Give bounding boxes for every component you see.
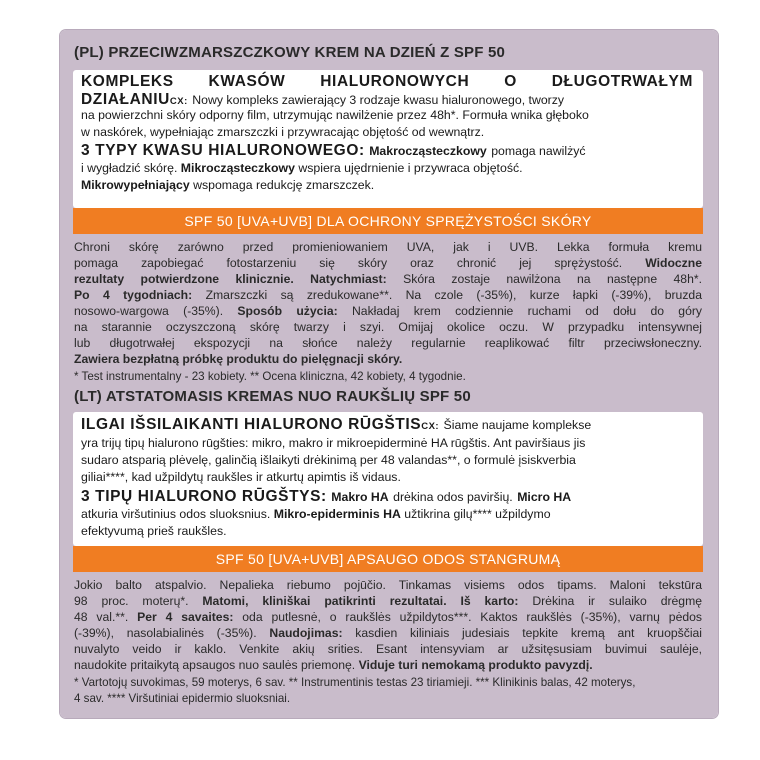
lt-footnote-line2: 4 sav. **** Viršutiniai epidermio sluoksniai. [74,692,291,705]
lt-body-line6: naudokite pritaikytą apsaugos nuo saulės priemonę. Viduje turi nemokamą produkto pavyzdį. [74,658,593,672]
lt-complex-line4: giliai****, kad užpildytų raukšles ir atkurtų apimtis iš vidaus. [81,470,401,484]
lt-types-line1: 3 TIPŲ HIALURONO RŪGŠTYS: Makro HA drėkina odos paviršių. Micro HA [81,488,572,505]
pl-body-line3: rezultaty potwierdzone klinicznie. Natychmiast: Skóra zostaje nawilżona na następne 48h*. [74,272,702,286]
lt-body-line1: Jokio balto atspalvio. Nepalieka riebumo pojūčio. Tinkamas visiems odos tipams. Maloni tekstūra [74,578,702,592]
pl-footnote: * Test instrumentalny - 23 kobiety. ** Ocena kliniczna, 42 kobiety, 4 tygodnie. [74,370,466,383]
pl-types-line2: i wygładzić skórę. Mikrocząsteczkowy wspiera ujędrnienie i przywraca objętość. [81,161,523,175]
lt-body-line2: 98 proc. moterų*. Matomi, kliniškai patikrinti rezultatai. Iš karto: Drėkina ir sulaiko drėgmę [74,594,703,608]
lt-body-line4: (-39%), nasolabialinės (-35%). Naudojimas: kasdien kiliniais judesiais tepkite kremą ant kruopščiai [74,626,703,640]
pl-complex-line2: DZIAŁANIUCX: Nowy kompleks zawierający 3 rodzaje kwasu hialuronowego, tworzy [81,91,565,108]
lt-spf-band: SPF 50 [UVA+UVB] APSAUGO ODOS STANGRUMĄ [73,546,703,572]
pl-types-line1: 3 TYPY KWASU HIALURONOWEGO: Makrocząsteczkowy pomaga nawilżyć [81,142,586,159]
pl-complex-heading: KOMPLEKS KWASÓW HIALURONOWYCH O DŁUGOTRWAŁYM [81,73,693,90]
pl-complex-line3: na powierzchni skóry odporny film, utrzymując nawilżenie przez 48h*. Formuła wnika głęboko [81,108,589,122]
pl-body-line8: Zawiera bezpłatną próbkę produktu do pielęgnacji skóry. [74,352,403,366]
lt-body-line3: 48 val.**. Per 4 savaites: oda putlesnė, o raukšlės užpildytos***. Kaktos raukšlės (-35%), varnų pėdos [74,610,703,624]
lt-complex-line2: yra trijų tipų hialurono rūgšties: mikro, makro ir mikroepiderminė HA rūgštis. Ant paviršiaus jis [81,436,586,450]
lt-types-line2: atkuria viršutinius odos sluoksnius. Mikro-epiderminis HA užtikrina gilų**** užpildymo [81,507,551,521]
lt-complex-line1: ILGAI IŠSILAIKANTI HIALURONO RŪGŠTISCX: Šiame naujame komplekse [81,416,592,433]
lt-footnote-line1: * Vartotojų suvokimas, 59 moterys, 6 sav. ** Instrumentinis testas 23 tiriamieji. *** Klinikinis balas, 42 moterys, [74,676,636,689]
lt-ingredients-card [73,412,703,546]
pl-ingredients-card [73,70,703,208]
pl-body-line2: pomaga zapobiegać fotostarzeniu się skóry oraz chronić jej sprężystość. Widoczne [74,256,703,270]
pl-body-line4: Po 4 tygodniach: Zmarszczki są zredukowane**. Na czole (-35%), kurze łapki (-39%), bruzda [74,288,702,302]
lt-body-line5: nuvalyto veido ir kaklo. Venkite akių srities. Esant intensyviam ar užsitęsusiam buvimui saulėje, [74,642,702,656]
lt-section-title: (LT) ATSTATOMASIS KREMAS NUO RAUKŠLIŲ SPF 50 [74,388,471,405]
pl-body-line5: nosowo-wargowa (-35%). Sposób użycia: Nakładaj krem codziennie ruchami od dołu do góry [74,304,702,318]
pl-types-line3: Mikrowypełniający wspomaga redukcję zmarszczek. [81,178,375,192]
lt-complex-line3: sudaro atsparią plėvelę, galinčią išlaikyti drėkinimą per 48 valandas**, o formulė įsiskverbia [81,453,576,467]
pl-body-line6: na starannie oczyszczoną skórę twarzy i szyi. Omijaj okolice oczu. W przypadku intensywnej [74,320,702,334]
pl-section-title: (PL) PRZECIWZMARSZCZKOWY KREM NA DZIEŃ Z SPF 50 [74,44,506,61]
pl-complex-line4: w naskórek, wypełniając zmarszczki i przywracając objętość od wewnątrz. [81,125,485,139]
lt-types-line3: efektyvumą prieš raukšles. [81,524,227,538]
pl-spf-band: SPF 50 [UVA+UVB] DLA OCHRONY SPRĘŻYSTOŚCI SKÓRY [73,208,703,234]
pl-body-line7: lub długotrwałej ekspozycji na słońce należy regularnie reaplikować filtr przeciwsłoneczny. [74,336,702,350]
pl-body-line1: Chroni skórę zarówno przed promieniowaniem UVA, jak i UVB. Lekka formuła kremu [74,240,702,254]
package-panel [60,30,718,718]
